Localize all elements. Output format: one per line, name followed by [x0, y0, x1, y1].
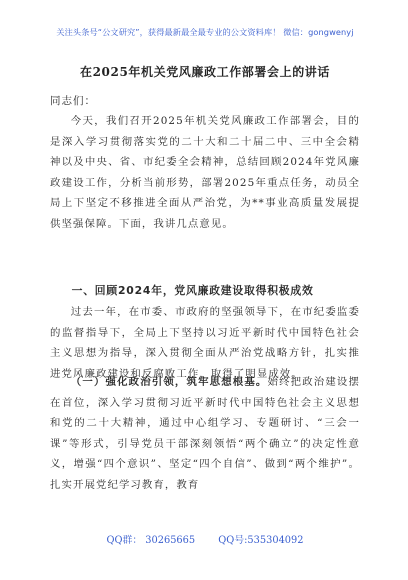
contact-footer — [40, 532, 370, 546]
paragraph-body: 始终把政治建设摆在首位，深入学习贯彻习近平新时代中国特色社会主义思想和党的二十大精神，通过中心组学习、专题研讨、“三会一课”等形式，引导党员干部深刻领悟“两个确立”的决定性意义，增强“四个意识”、坚定“四个自信”、做到“两个维护”。扎实开展党纪学习教育，教育 — [50, 376, 360, 491]
paragraph-lead: （一）强化政治引领，筑牢思想根基。 — [70, 376, 268, 388]
paragraph-intro: 今天，我们召开2025年机关党风廉政工作部署会，目的是深入学习贯彻落实党的二十大和二十届二中、三中全会精神以及中央、省、市纪委全会精神，总结回顾2024年党风廉政建设工作，分析当前形势，部署2025年重点任务，动员全局上下坚定不移推进全面从严治党，为**事业高质量发展提供坚强保障。下面，我讲几点意见。 — [50, 115, 360, 230]
qq-group-label: QQ群： 30265665 — [106, 535, 196, 546]
section-heading-1: 一、回顾2024年，党风廉政建设取得积极成效 — [71, 284, 314, 297]
salutation: 同志们： — [50, 95, 96, 107]
promo-banner: 关注头条号“公文研究”，获得最新最全最专业的公文资料库！ 微信：gongwenyj — [56, 27, 354, 37]
qq-number-label: QQ号:535304092 — [218, 535, 304, 546]
page-title: 在2025年机关党风廉政工作部署会上的讲话 — [80, 65, 330, 79]
paragraph-political-guidance — [50, 372, 360, 495]
paragraph-review: 过去一年，在市委、市政府的坚强领导下，在市纪委监委的监督指导下，全局上下坚持以习近平新时代中国特色社会主义思想为指导，深入贯彻全面从严治党战略方针，扎实推进党风廉政建设和反腐败工作，取得了明显成效。 — [50, 306, 360, 380]
